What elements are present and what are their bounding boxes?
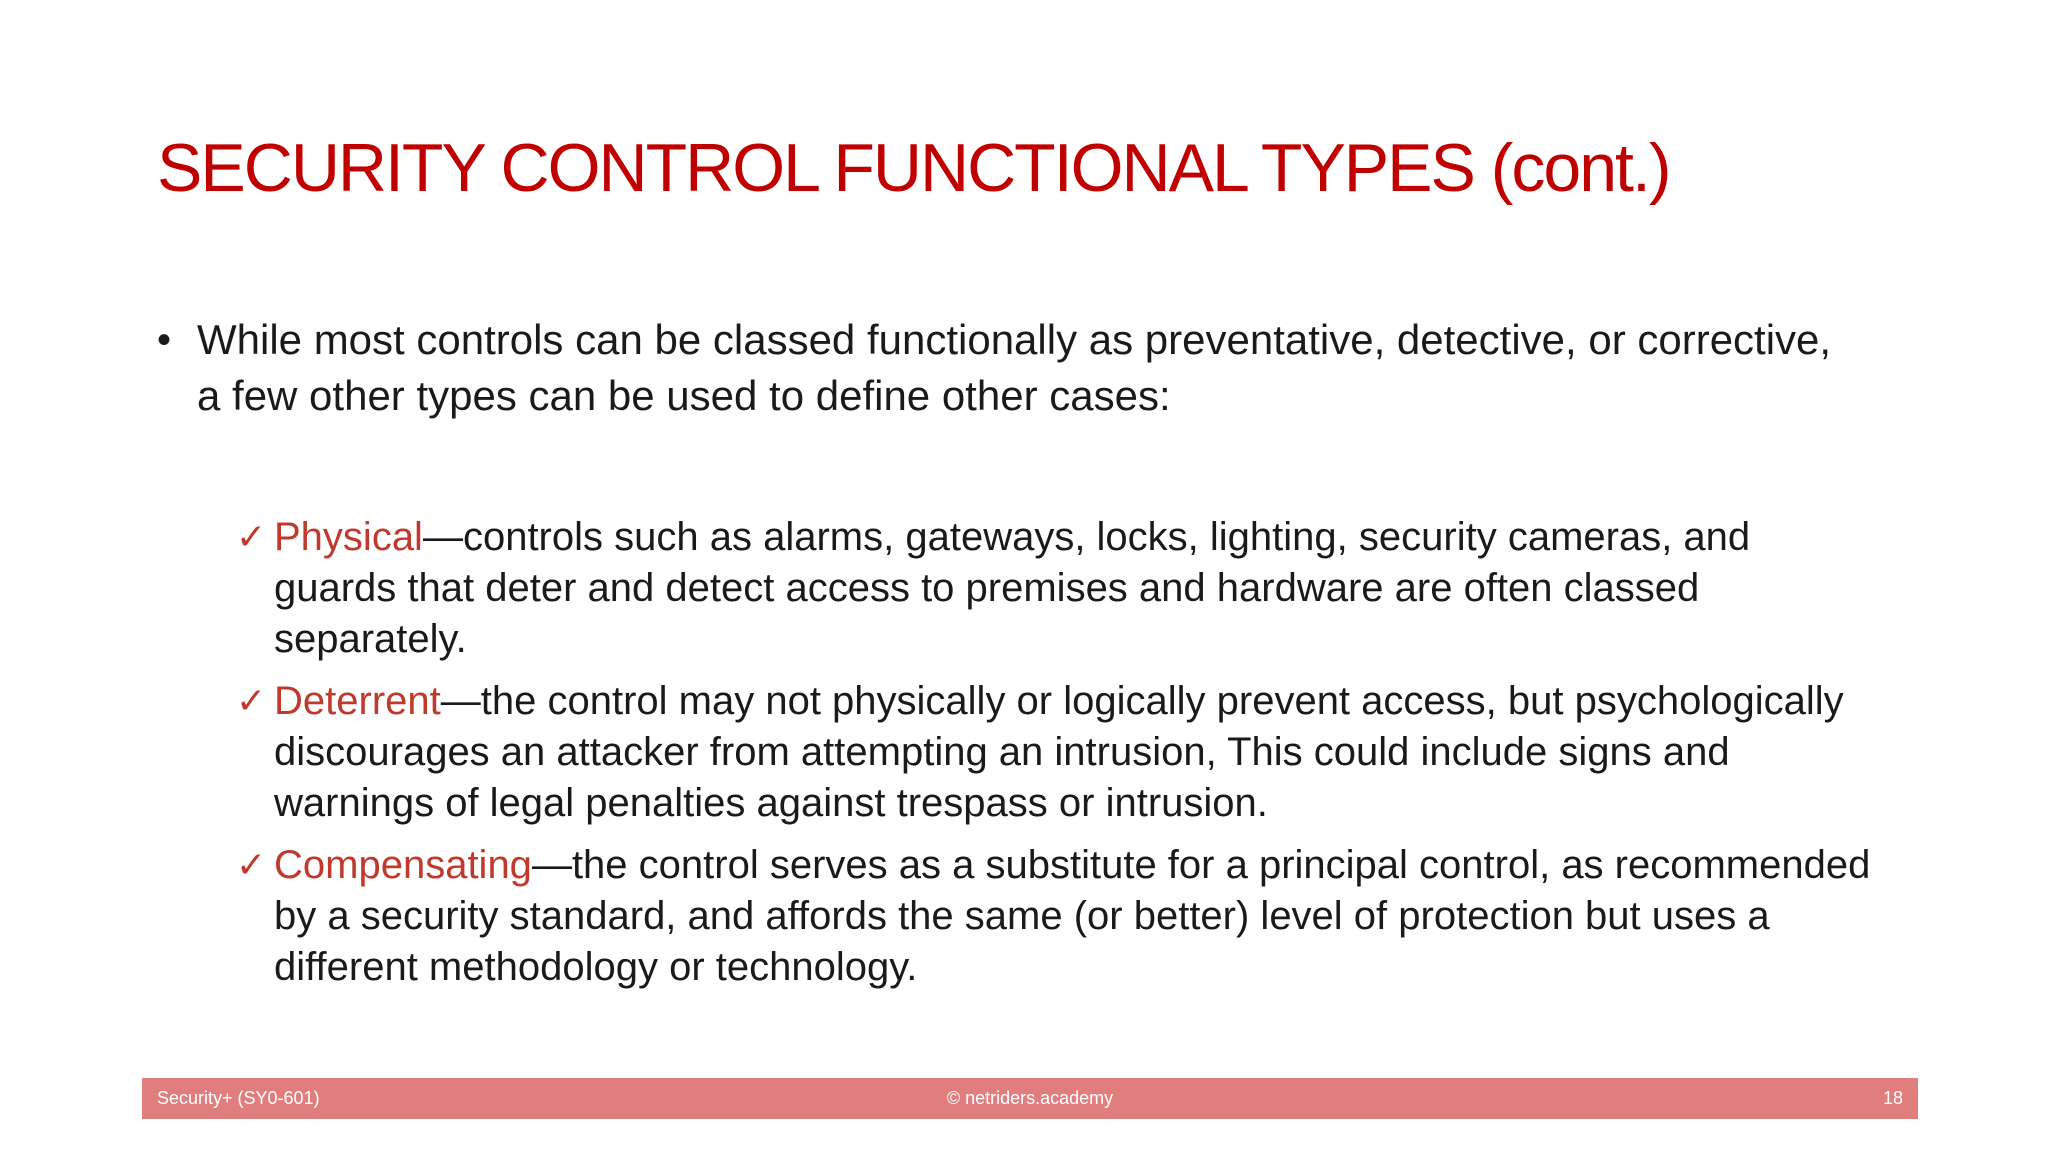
term-compensating: Compensating [274, 843, 532, 887]
footer-copyright: © netriders.academy [946, 1088, 1114, 1108]
main-bullet-text: While most controls can be classed functionally as preventative, detective, or corrective, a few other types can be used to define other cases: [197, 316, 1832, 419]
footer-course-label: Security+ (SY0-601) [157, 1088, 320, 1108]
sub-bullet-physical [236, 512, 1876, 665]
sub-bullet-deterrent [236, 676, 1876, 829]
bullet-dot-icon: • [157, 318, 172, 362]
sub-bullet-body [274, 840, 1876, 993]
checkmark-icon: ✓ [236, 681, 267, 722]
footer-slide-number: 18 [1882, 1088, 1903, 1108]
term-deterrent: Deterrent [274, 679, 441, 723]
footer-bar [142, 1078, 1918, 1119]
sub-bullet-body [274, 512, 1876, 665]
term-physical: Physical [274, 515, 423, 559]
slide-title: SECURITY CONTROL FUNCTIONAL TYPES (cont.) [157, 130, 1670, 206]
sub-bullet-body [274, 676, 1876, 829]
checkmark-icon: ✓ [236, 845, 267, 886]
description-physical: —controls such as alarms, gateways, locks, lighting, security cameras, and guards that deter and detect access to premises and hardware are often classed separately. [274, 515, 1751, 661]
checkmark-icon: ✓ [236, 517, 267, 558]
description-compensating: —the control serves as a substitute for a principal control, as recommended by a security standard, and affords the same (or better) level of protection but uses a different methodology or technology. [274, 843, 1871, 989]
main-bullet [157, 312, 1857, 424]
sub-bullet-compensating [236, 840, 1876, 993]
sub-bullet-list [236, 512, 1876, 1004]
description-deterrent: —the control may not physically or logically prevent access, but psychologically discourages an attacker from attempting an intrusion, This could include signs and warnings of legal penalties against trespass or intrusion. [274, 679, 1844, 825]
